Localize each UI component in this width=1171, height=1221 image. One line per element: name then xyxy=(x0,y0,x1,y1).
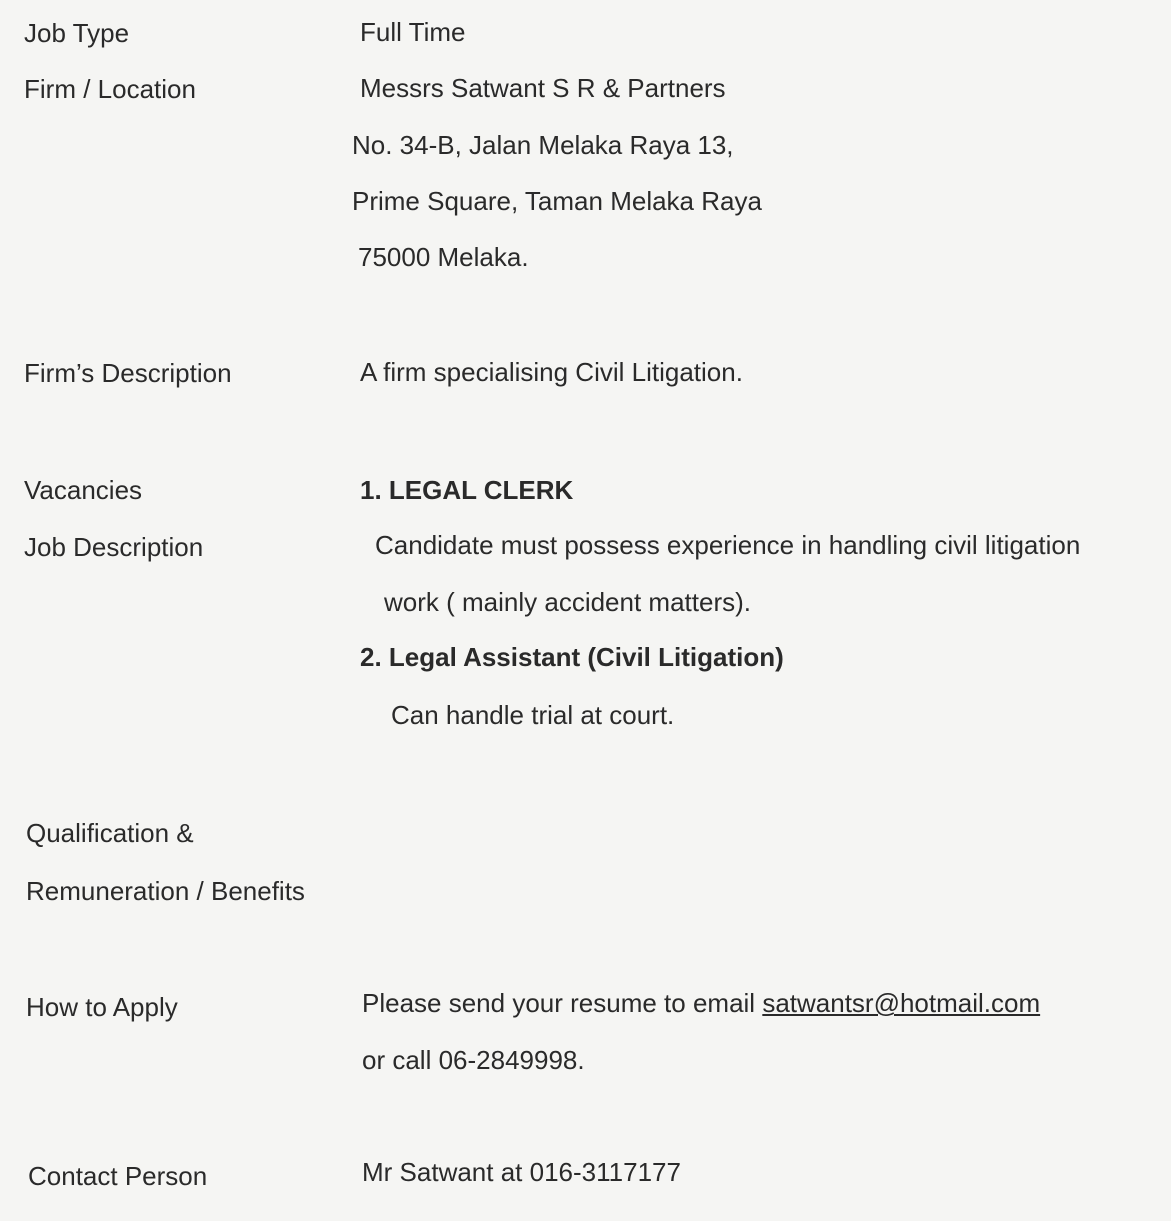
contact-person-value: Mr Satwant at 016-3117177 xyxy=(362,1157,681,1187)
firm-address-line-2: Prime Square, Taman Melaka Raya xyxy=(352,186,762,216)
how-to-apply-line-1 xyxy=(362,988,1040,1019)
job-description-label: Job Description xyxy=(24,532,204,562)
position-2-desc: Can handle trial at court. xyxy=(391,700,675,730)
position-1-title: 1. LEGAL CLERK xyxy=(360,475,574,505)
vacancies-label: Vacancies xyxy=(24,475,143,505)
how-to-apply-text: Please send your resume to email xyxy=(362,988,763,1018)
qualification-label-line-1: Qualification & xyxy=(26,818,194,848)
qualification-label-line-2: Remuneration / Benefits xyxy=(26,876,305,906)
email-link[interactable]: satwantsr@hotmail.com xyxy=(762,988,1041,1018)
contact-person-label: Contact Person xyxy=(28,1161,208,1191)
position-1-desc-line-2: work ( mainly accident matters). xyxy=(384,587,751,617)
firm-address-line-1: No. 34-B, Jalan Melaka Raya 13, xyxy=(352,130,734,160)
position-2-title: 2. Legal Assistant (Civil Litigation) xyxy=(360,642,784,672)
how-to-apply-line-2: or call 06-2849998. xyxy=(362,1045,585,1075)
firm-name: Messrs Satwant S R & Partners xyxy=(360,73,726,103)
position-1-desc-line-1: Candidate must possess experience in handling civil litigation xyxy=(375,530,1081,560)
how-to-apply-label: How to Apply xyxy=(26,992,178,1022)
job-type-label: Job Type xyxy=(24,18,130,48)
firm-description-value: A firm specialising Civil Litigation. xyxy=(360,357,743,387)
firm-address-line-3: 75000 Melaka. xyxy=(358,242,529,272)
firm-description-label: Firm’s Description xyxy=(24,358,232,388)
firm-location-label: Firm / Location xyxy=(24,74,196,104)
job-type-value: Full Time xyxy=(360,17,466,47)
